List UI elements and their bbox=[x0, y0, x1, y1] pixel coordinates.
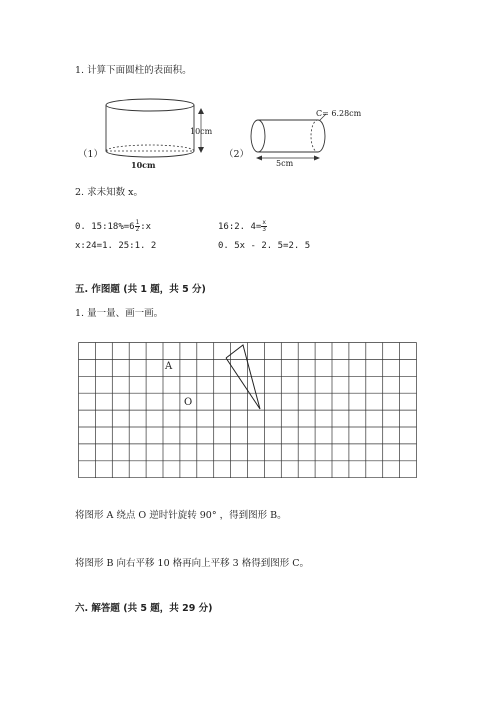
cylinder-1-diameter-label: 10cm bbox=[131, 160, 156, 170]
equation-4: 0. 5x - 2. 5=2. 5 bbox=[218, 241, 311, 251]
question-2-title: 2. 求未知数 x。 bbox=[75, 187, 143, 198]
instruction-rotate: 将图形 A 绕点 O 逆时针旋转 90° ，得到图形 B。 bbox=[75, 510, 287, 521]
section-6-heading: 六. 解答题 (共 5 题，共 29 分) bbox=[75, 603, 213, 614]
equation-2 bbox=[218, 220, 267, 233]
equation-2-denominator: 3 bbox=[262, 226, 266, 233]
equation-2-numerator: x bbox=[262, 219, 266, 226]
equation-3: x:24=1. 25:1. 2 bbox=[75, 241, 157, 251]
equation-1-right: :x bbox=[140, 222, 152, 232]
figure-2-label: （2） bbox=[224, 149, 250, 160]
figure-a-label: A bbox=[165, 361, 173, 372]
section-5-question-title: 1. 量一量、画一画。 bbox=[75, 308, 164, 319]
cylinder-1-height-label: 10cm bbox=[190, 127, 213, 136]
equation-2-left: 16:2. 4= bbox=[218, 222, 262, 232]
figure-a-triangle bbox=[226, 345, 260, 409]
equation-1-numerator: 1 bbox=[135, 219, 140, 226]
figure-1-label: （1） bbox=[78, 149, 104, 160]
equation-1-left: 0. 15:18%=6 bbox=[75, 222, 135, 232]
cylinder-2-length-label: 5cm bbox=[276, 159, 294, 168]
point-o-label: O bbox=[184, 397, 193, 408]
question-1-title: 1. 计算下面圆柱的表面积。 bbox=[75, 65, 192, 76]
equation-2-fraction bbox=[261, 220, 267, 233]
section-5-heading: 五. 作图题 (共 1 题，共 5 分) bbox=[75, 284, 206, 295]
drawing-grid bbox=[78, 342, 418, 478]
instruction-translate: 将图形 B 向右平移 10 格再向上平移 3 格得到图形 C。 bbox=[75, 558, 310, 569]
cylinder-2-circumference-label: C= 6.28cm bbox=[316, 109, 362, 118]
equation-1-denominator: 2 bbox=[135, 226, 140, 233]
equation-1 bbox=[75, 220, 151, 233]
